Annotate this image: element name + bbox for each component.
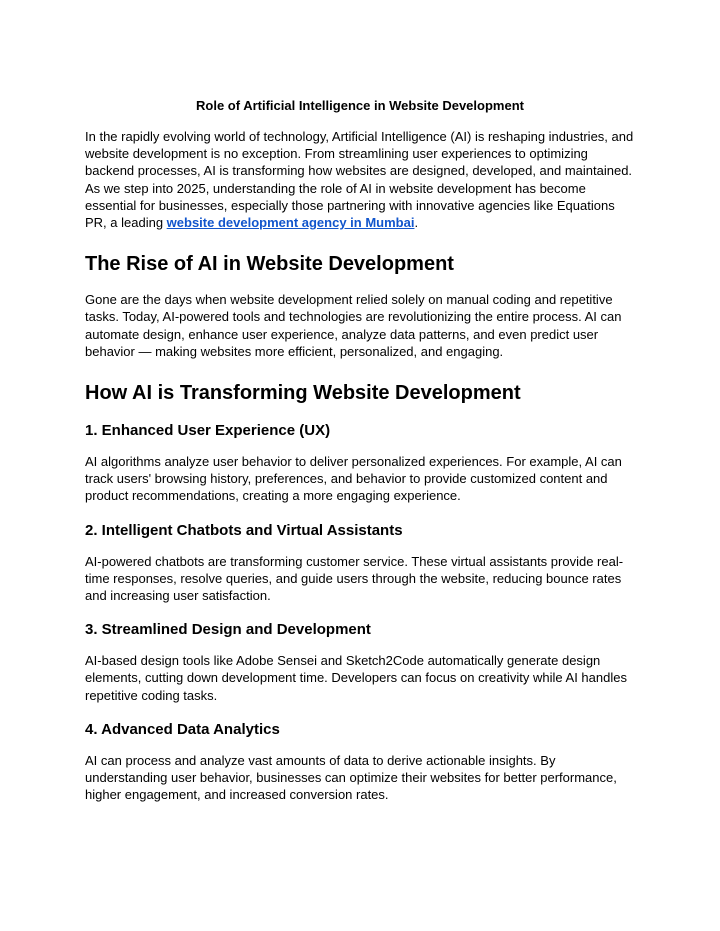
document-body (85, 97, 635, 819)
subsection-heading-analytics: 4. Advanced Data Analytics (85, 720, 280, 738)
document-title: Role of Artificial Intelligence in Website Development (196, 98, 524, 113)
intro-text: In the rapidly evolving world of technology, Artificial Intelligence (AI) is reshaping industries, and website development is no exception. From streamlining user experiences to optimizing backend processes, AI is transforming how websites are designed, developed, and maintained. As we step into 2025, understanding the role of AI in website development has become essential for businesses, especially those partnering with innovative agencies like Equations PR, a leading (85, 129, 634, 231)
intro-paragraph (85, 128, 635, 231)
section-heading-transforming: How AI is Transforming Website Development (85, 382, 521, 405)
subsection-paragraph-analytics: AI can process and analyze vast amounts of data to derive actionable insights. By understanding user behavior, businesses can optimize their websites for better performance, higher engagement, and increased conversion rates. (85, 752, 617, 803)
intro-text-end: . (414, 215, 419, 231)
subsection-paragraph-chatbots: AI-powered chatbots are transforming customer service. These virtual assistants provide real-time responses, resolve queries, and guide users through the website, reducing bounce rates and increasing user satisfaction. (85, 553, 624, 604)
subsection-heading-design: 3. Streamlined Design and Development (85, 621, 371, 639)
subsection-heading-chatbots: 2. Intelligent Chatbots and Virtual Assistants (85, 521, 403, 539)
section-heading-rise: The Rise of AI in Website Development (85, 253, 454, 276)
subsection-paragraph-design: AI-based design tools like Adobe Sensei and Sketch2Code automatically generate design elements, cutting down development time. Developers can focus on creativity while AI handles repetitive coding tasks. (85, 653, 627, 703)
subsection-paragraph-ux: AI algorithms analyze user behavior to deliver personalized experiences. For example, AI can track users' browsing history, preferences, and behavior to provide customized content and product recommendations, creating a more engaging experience. (85, 454, 622, 504)
subsection-heading-ux: 1. Enhanced User Experience (UX) (85, 422, 331, 440)
agency-link[interactable]: website development agency in Mumbai (166, 215, 415, 231)
section-paragraph-rise: Gone are the days when website development relied solely on manual coding and repetitive tasks. Today, AI-powered tools and technologies are revolutionizing the entire process. AI can automate design, enhance user experience, analyze data patterns, and even predict user behavior — making websites more efficient, personalized, and engaging. (85, 292, 622, 359)
